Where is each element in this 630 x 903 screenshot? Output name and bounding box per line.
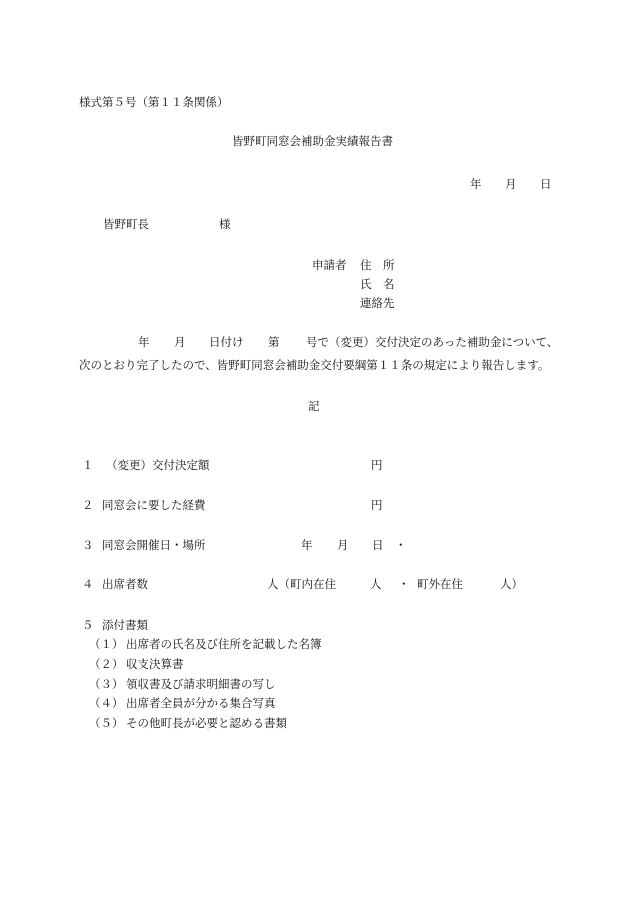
- item-3-label: 同窓会開催日・場所: [102, 538, 206, 552]
- item-2-number: ２: [82, 498, 94, 512]
- item-4-outside: 町外在住: [417, 577, 463, 591]
- applicant-address-label: 住 所: [360, 258, 395, 272]
- attachment-number: （４）: [89, 696, 124, 710]
- applicant-contact-label: 連絡先: [360, 296, 395, 310]
- item-5-number: ５: [82, 618, 94, 632]
- ki-heading: 記: [308, 399, 320, 413]
- item-2-unit: 円: [371, 498, 383, 512]
- item-3-month: 月: [337, 538, 349, 552]
- item-3-separator: ・: [395, 538, 407, 552]
- item-4-separator: ・: [398, 577, 410, 591]
- item-4-close: 人）: [500, 577, 523, 591]
- item-4-number: ４: [82, 577, 94, 591]
- item-4-people2: 人: [370, 577, 382, 591]
- body-line1-tail: 号で（変更）交付決定のあった補助金について、: [306, 335, 559, 349]
- item-3-number: ３: [82, 538, 94, 552]
- item-3-day: 日: [372, 538, 384, 552]
- attachment-text: 領収書及び請求明細書の写し: [126, 677, 276, 691]
- item-4-label: 出席者数: [102, 577, 148, 591]
- body-dai: 第: [268, 335, 280, 349]
- form-number: 様式第５号（第１１条関係）: [79, 95, 229, 109]
- addressee-honorific: 様: [219, 217, 231, 231]
- item-1-label: （変更）交付決定額: [106, 458, 210, 472]
- item-5-label: 添付書類: [102, 618, 148, 632]
- item-1-unit: 円: [371, 458, 383, 472]
- applicant-name-label: 氏 名: [360, 277, 395, 291]
- body-year: 年: [138, 335, 150, 349]
- attachment-text: 出席者全員が分かる集合写真: [126, 696, 276, 710]
- attachment-number: （３）: [89, 677, 124, 691]
- attachment-number: （５）: [89, 716, 124, 730]
- item-3-year: 年: [301, 538, 313, 552]
- attachment-number: （２）: [89, 657, 124, 671]
- attachment-text: その他町長が必要と認める書類: [126, 716, 287, 730]
- applicant-label: 申請者: [312, 258, 347, 272]
- document-title: 皆野町同窓会補助金実績報告書: [232, 134, 393, 148]
- item-1-number: １: [82, 458, 94, 472]
- attachment-number: （１）: [89, 637, 124, 651]
- attachment-text: 出席者の氏名及び住所を記載した名簿: [126, 637, 322, 651]
- item-2-label: 同窓会に要した経費: [102, 498, 206, 512]
- item-4-people: 人（町内在住: [267, 577, 336, 591]
- addressee-mayor: 皆野町長: [103, 217, 149, 231]
- attachment-text: 収支決算書: [126, 657, 184, 671]
- date-month-label: 月: [505, 177, 517, 191]
- date-year-label: 年: [470, 177, 482, 191]
- body-line2: 次のとおり完了したので、皆野町同窓会補助金交付要綱第１１条の規定により報告します。: [79, 358, 550, 372]
- body-date-suffix: 日付け: [209, 335, 244, 349]
- date-day-label: 日: [540, 177, 552, 191]
- body-month: 月: [174, 335, 186, 349]
